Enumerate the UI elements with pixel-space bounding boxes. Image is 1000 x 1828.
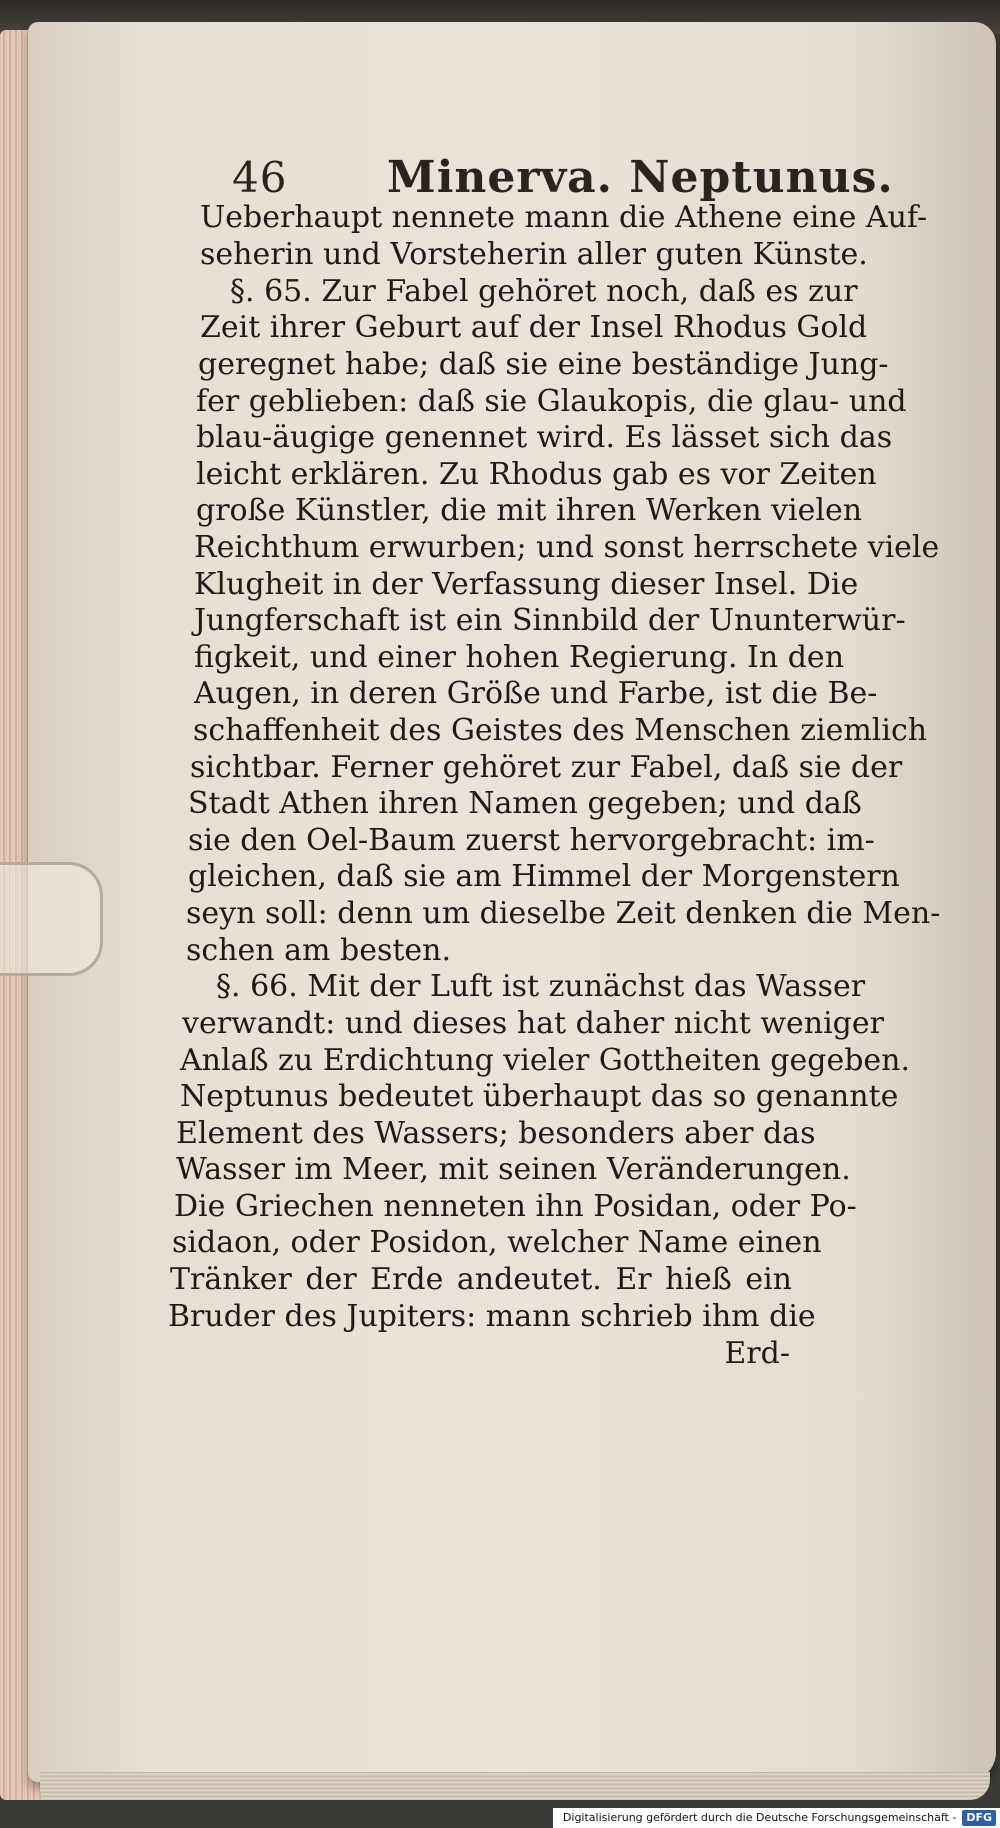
page-number: 46 [232, 153, 288, 202]
text-line: große Künstler, die mit ihren Werken vielen [196, 493, 863, 528]
text-line: seherin und Vorsteherin aller guten Künste. [200, 237, 868, 272]
text-line: schen am besten. [186, 933, 452, 968]
text-line: geregnet habe; daß sie eine beständige Jung- [198, 347, 889, 382]
text-line: sichtbar. Ferner gehöret zur Fabel, daß sie der [190, 750, 903, 785]
text-line: §. 66. Mit der Luft ist zunächst das Wasser [216, 969, 866, 1004]
text-line: seyn soll: denn um dieselbe Zeit denken die Men- [186, 896, 941, 931]
text-line: Tränker der Erde andeutet. Er hieß ein [170, 1262, 792, 1297]
text-line: Die Griechen nenneten ihn Posidan, oder Po- [174, 1189, 857, 1224]
text-line: sidaon, oder Posidon, welcher Name einen [172, 1225, 822, 1260]
text-line: figkeit, und einer hohen Regierung. In den [194, 640, 845, 675]
text-line: schaffenheit des Geistes des Menschen ziemlich [193, 713, 928, 748]
catchword: Erd- [724, 1336, 790, 1371]
text-line: Augen, in deren Größe und Farbe, ist die Be- [194, 676, 878, 711]
text-line: Neptunus bedeutet überhaupt das so genannte [180, 1079, 899, 1114]
running-title: Minerva. Neptunus. [387, 152, 894, 203]
text-line: Anlaß zu Erdichtung vieler Gottheiten gegeben. [180, 1043, 911, 1078]
text-line: Zeit ihrer Geburt auf der Insel Rhodus Gold [200, 310, 868, 345]
text-line: Klugheit in der Verfassung dieser Insel. Die [194, 567, 859, 602]
text-line: Jungferschaft ist ein Sinnbild der Ununterwür- [194, 603, 906, 638]
text-line: leicht erklären. Zu Rhodus gab es vor Zeiten [196, 457, 877, 492]
digitization-footer [553, 1808, 1000, 1828]
text-line: Reichthum erwurben; und sonst herrschete viele [194, 530, 940, 565]
text-line: Element des Wassers; besonders aber das [176, 1116, 816, 1151]
text-line: blau-äugige genennet wird. Es lässet sich das [196, 420, 893, 455]
text-line: Wasser im Meer, mit seinen Veränderungen. [176, 1152, 851, 1187]
text-line: gleichen, daß sie am Himmel der Morgenstern [188, 859, 900, 894]
text-line: Ueberhaupt nennete mann die Athene eine Auf- [200, 200, 928, 235]
text-line: Bruder des Jupiters: mann schrieb ihm die [168, 1299, 816, 1334]
text-line: fer geblieben: daß sie Glaukopis, die glau- und [196, 384, 907, 419]
footer-credit: Digitalisierung gefördert durch die Deutsche Forschungsgemeinschaft - [562, 1811, 957, 1824]
text-line: Stadt Athen ihren Namen gegeben; und daß [188, 786, 862, 821]
text-line: sie den Oel-Baum zuerst hervorgebracht: im- [188, 823, 875, 858]
text-line: verwandt: und dieses hat daher nicht weniger [182, 1006, 884, 1041]
dfg-logo: DFG [962, 1810, 996, 1826]
text-line: §. 65. Zur Fabel gehöret noch, daß es zur [230, 274, 858, 309]
